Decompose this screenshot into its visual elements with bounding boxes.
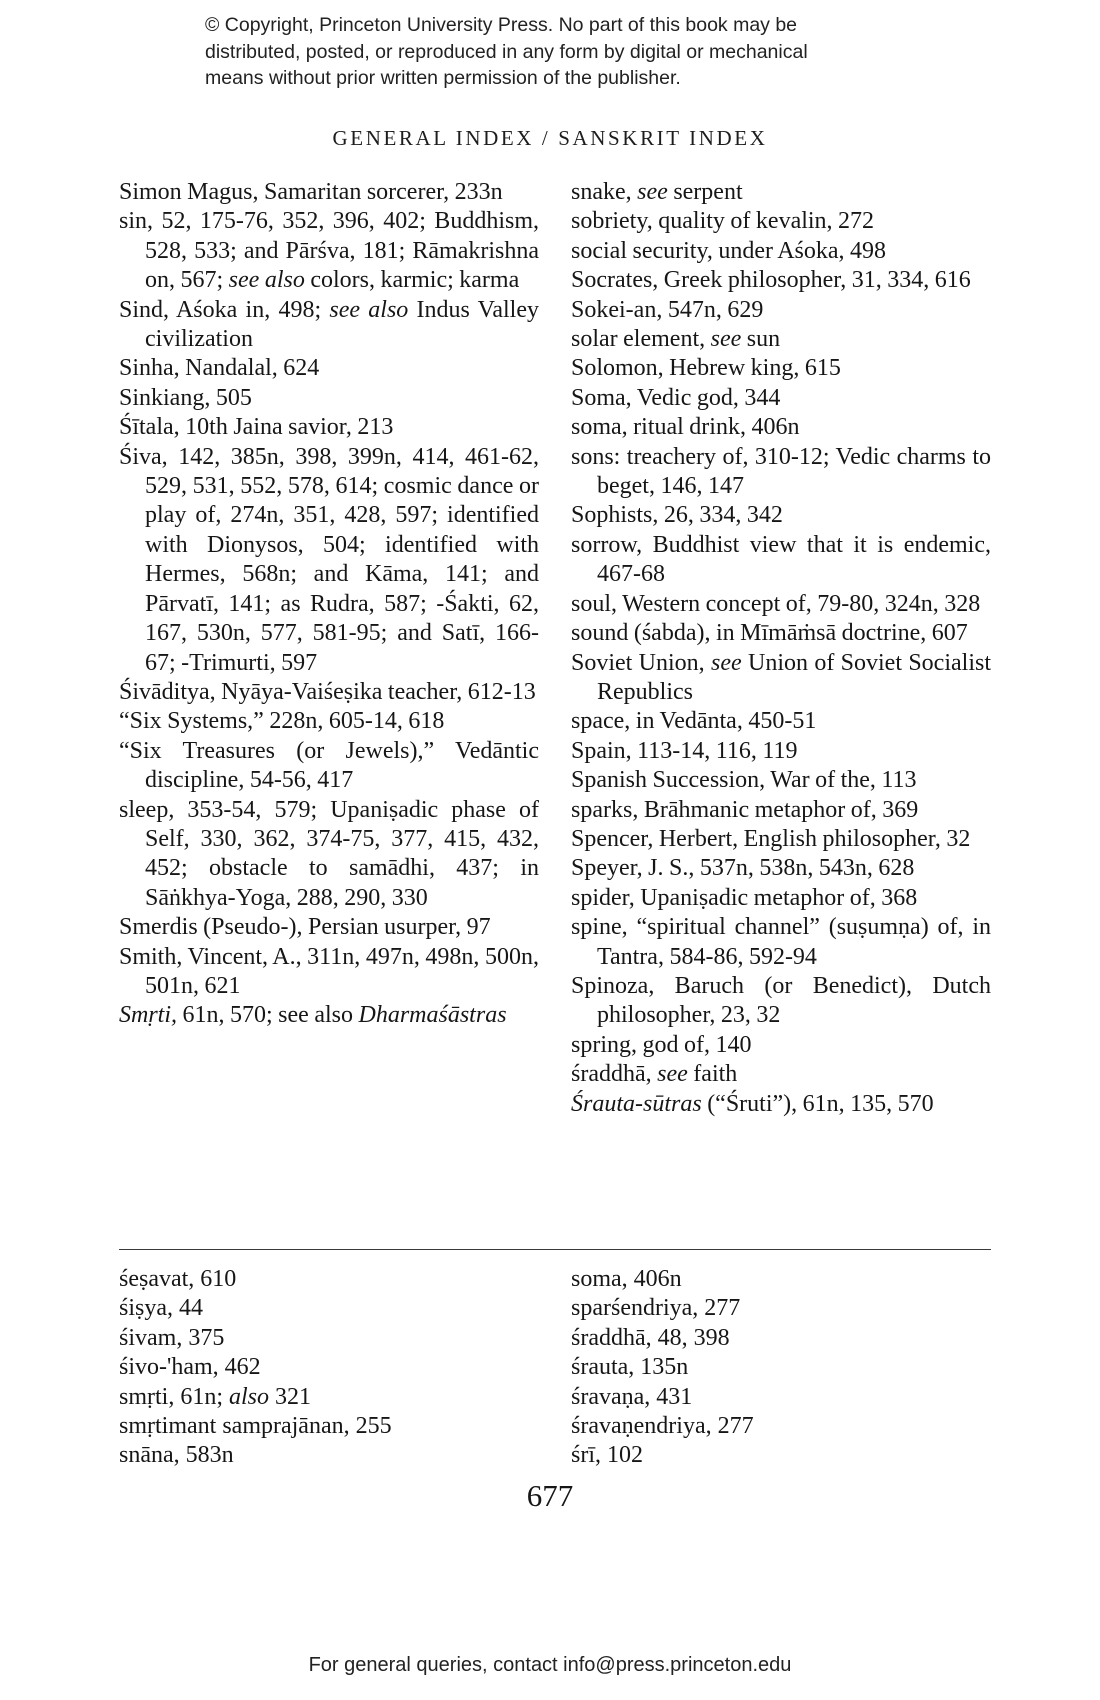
index-entry: space, in Vedānta, 450-51	[571, 708, 817, 735]
sanskrit-index-left-column	[119, 1265, 539, 1471]
sanskrit-index-entry: śiṣya, 44	[119, 1295, 203, 1322]
index-entry: Soviet Union, see Union of Soviet Socialist Republics	[571, 649, 991, 705]
sanskrit-index-entry: śivo-'ham, 462	[119, 1354, 261, 1381]
sanskrit-index-entry: śrauta, 135n	[571, 1354, 689, 1381]
index-entry: Spanish Succession, War of the, 113	[571, 767, 917, 794]
sanskrit-index-entry: śraddhā, 48, 398	[571, 1324, 730, 1351]
sanskrit-index-entry: śrī, 102	[571, 1442, 643, 1469]
index-entry: soma, ritual drink, 406n	[571, 414, 800, 441]
sanskrit-index-entry: soma, 406n	[571, 1266, 682, 1292]
index-entry: Sokei-an, 547n, 629	[571, 296, 764, 323]
sanskrit-index-entry: śravaṇendriya, 277	[571, 1413, 754, 1440]
index-entry: sons: treachery of, 310-12; Vedic charms to beget, 146, 147	[571, 443, 991, 500]
index-entry: spine, “spiritual channel” (suṣumṇa) of, in Tantra, 584-86, 592-94	[571, 914, 991, 970]
index-entry: Smerdis (Pseudo-), Persian usurper, 97	[119, 914, 491, 941]
index-entry: Sinkiang, 505	[119, 384, 252, 411]
general-index-left-column	[119, 178, 539, 1031]
index-entry: Smith, Vincent, A., 311n, 497n, 498n, 500n, 501n, 621	[119, 943, 539, 999]
copyright-notice	[205, 12, 905, 92]
copyright-line: distributed, posted, or reproduced in any form by digital or mechanical	[205, 40, 808, 63]
general-index-right-column	[571, 178, 991, 1119]
index-entry: Śītala, 10th Jaina savior, 213	[119, 414, 394, 441]
running-head: GENERAL INDEX / SANSKRIT INDEX	[332, 126, 768, 150]
index-entry: Spencer, Herbert, English philosopher, 32	[571, 825, 971, 852]
index-entry: sparks, Brāhmanic metaphor of, 369	[571, 796, 919, 823]
index-entry: Sinha, Nandalal, 624	[119, 355, 320, 382]
index-entry: sorrow, Buddhist view that it is endemic, 467-68	[571, 531, 991, 588]
copyright-line: © Copyright, Princeton University Press. No part of this book may be	[205, 14, 798, 36]
index-entry: Simon Magus, Samaritan sorcerer, 233n	[119, 179, 503, 205]
index-entry: spider, Upaniṣadic metaphor of, 368	[571, 884, 918, 911]
index-entry: Sophists, 26, 334, 342	[571, 502, 783, 529]
page-number: 677	[526, 1478, 574, 1513]
index-entry: sobriety, quality of kevalin, 272	[571, 208, 875, 235]
index-entry: Smṛti, 61n, 570; see also Dharmaśāstras	[119, 1002, 507, 1029]
index-entry: sound (śabda), in Mīmāṁsā doctrine, 607	[571, 620, 968, 647]
sanskrit-index-entry: smṛti, 61n; also 321	[119, 1383, 312, 1410]
sanskrit-index-entry: snāna, 583n	[119, 1442, 234, 1469]
sanskrit-index-entry: smṛtimant samprajānan, 255	[119, 1413, 392, 1440]
index-entry: Socrates, Greek philosopher, 31, 334, 616	[571, 267, 971, 294]
index-entry: Speyer, J. S., 537n, 538n, 543n, 628	[571, 855, 915, 882]
index-entry: Spain, 113-14, 116, 119	[571, 737, 798, 764]
index-entry: Śiva, 142, 385n, 398, 399n, 414, 461-62, 529, 531, 552, 578, 614; cosmic dance or play of, 274n, 351, 428, 597; identified with Dionysos, 504; identified with Hermes, 568n; and Kāma, 141; and Pārvatī, 141; as Rudra, 587; -Śakti, 62, 167, 530n, 577, 581-95; and Satī, 166-67; -Trimurti, 597	[119, 443, 539, 676]
index-entry: śraddhā, see faith	[571, 1061, 738, 1088]
sanskrit-index-entry: śeṣavat, 610	[119, 1266, 237, 1292]
index-entry: Spinoza, Baruch (or Benedict), Dutch philosopher, 23, 32	[571, 972, 991, 1029]
index-entry: “Six Treasures (or Jewels),” Vedāntic discipline, 54-56, 417	[119, 737, 539, 794]
index-entry: soul, Western concept of, 79-80, 324n, 328	[571, 590, 981, 617]
footer-notice: For general queries, contact info@press.princeton.edu	[308, 1654, 792, 1676]
index-entry: Śrauta-sūtras (“Śruti”), 61n, 135, 570	[571, 1090, 934, 1117]
index-entry: Soma, Vedic god, 344	[571, 384, 781, 411]
index-entry: Solomon, Hebrew king, 615	[571, 355, 841, 382]
sanskrit-index-right-column	[571, 1265, 991, 1471]
index-entry: solar element, see sun	[571, 326, 781, 353]
copyright-line: means without prior written permission of the publisher.	[205, 67, 681, 89]
index-entry: sin, 52, 175-76, 352, 396, 402; Buddhism, 528, 533; and Pārśva, 181; Rāmakrishna on, 567; see also colors, karmic; karma	[119, 208, 539, 294]
index-entry: Sind, Aśoka in, 498; see also Indus Valley civilization	[119, 296, 539, 353]
index-entry: “Six Systems,” 228n, 605-14, 618	[119, 708, 445, 735]
index-entry: snake, see serpent	[571, 179, 743, 205]
index-entry: spring, god of, 140	[571, 1031, 752, 1058]
section-divider	[119, 1249, 991, 1250]
index-entry: Śivāditya, Nyāya-Vaiśeṣika teacher, 612-13	[119, 678, 536, 705]
index-entry: social security, under Aśoka, 498	[571, 237, 887, 264]
sanskrit-index-entry: śravaṇa, 431	[571, 1383, 693, 1410]
sanskrit-index-entry: sparśendriya, 277	[571, 1295, 741, 1322]
index-entry: sleep, 353-54, 579; Upaniṣadic phase of Self, 330, 362, 374-75, 377, 415, 432, 452; obstacle to samādhi, 437; in Sāṅkhya-Yoga, 288, 290, 330	[119, 796, 539, 911]
sanskrit-index-entry: śivam, 375	[119, 1324, 225, 1351]
